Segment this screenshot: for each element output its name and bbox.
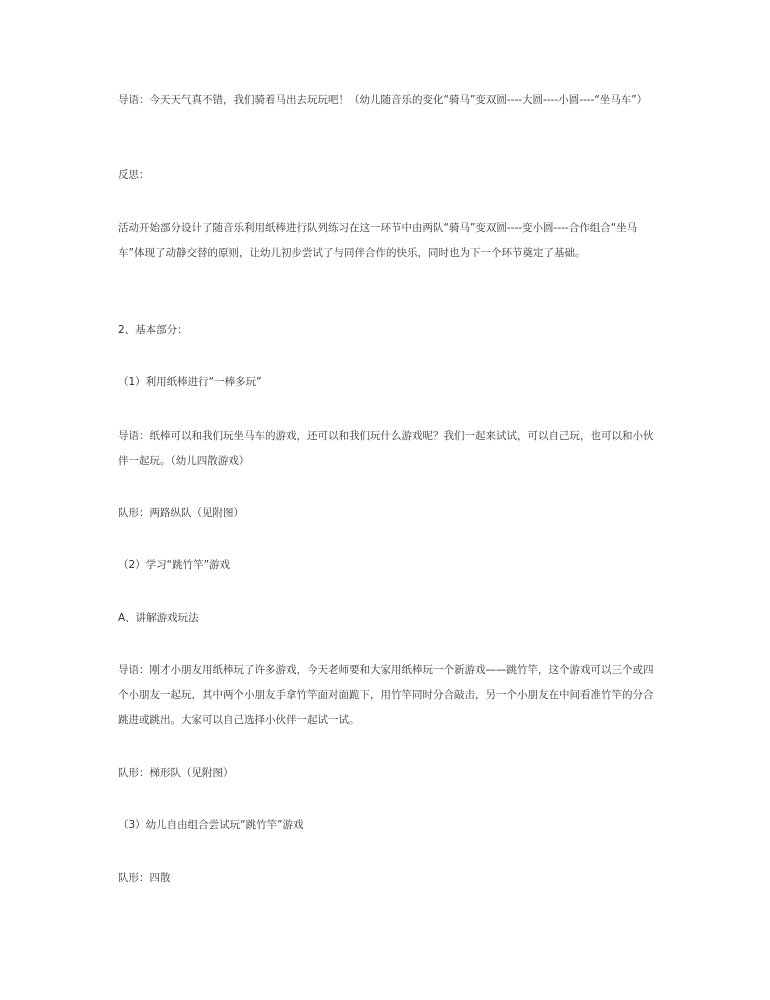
dialogue-paragraph-3: 导语：刚才小朋友用纸棒玩了许多游戏，今天老师要和大家用纸棒玩一个新游戏——跳竹竿，这个游戏可以三个或四个小朋友一起玩，其中两个小朋友手拿竹竿面对面跪下，用竹竿同时分合敲击，另一个小朋友在中间看准竹竿的分合跳进或跳出。大家可以自己选择小伙伴一起试一试。 [118,664,654,726]
reflection-paragraph: 活动开始部分设计了随音乐利用纸棒进行队列练习在这一环节中由两队“骑马”变双圆----变小圆----合作组合“坐马车”体现了动静交替的原则，让幼儿初步尝试了与同伴合作的快乐，同时也为下一个环节奠定了基础。 [118,222,638,259]
formation-line-1: 队形：两路纵队（见附图） [118,507,244,519]
formation-line-2: 队形：梯形队（见附图） [118,767,234,779]
reflection-heading: 反思： [118,169,150,181]
intro-dialogue-paragraph: 导语：今天天气真不错，我们骑着马出去玩玩吧！（幼儿随音乐的变化“骑马”变双圆----大圆----小圆----“坐马车”） [118,94,648,106]
subsection-heading-2: （2）学习“跳竹竿”游戏 [118,559,231,571]
subsection-heading-3: （3）幼儿自由组合尝试玩“跳竹竿”游戏 [118,819,304,831]
formation-line-3: 队形：四散 [118,872,171,884]
dialogue-paragraph-2: 导语：纸棒可以和我们玩坐马车的游戏，还可以和我们玩什么游戏呢？我们一起来试试，可以自己玩，也可以和小伙伴一起玩。（幼儿四散游戏） [118,430,654,467]
section-heading-basic-part: 2、基本部分： [118,324,188,336]
subsection-heading-1: （1）利用纸棒进行“一棒多玩” [118,376,262,388]
subsection-heading-a: A、讲解游戏玩法 [118,612,199,624]
